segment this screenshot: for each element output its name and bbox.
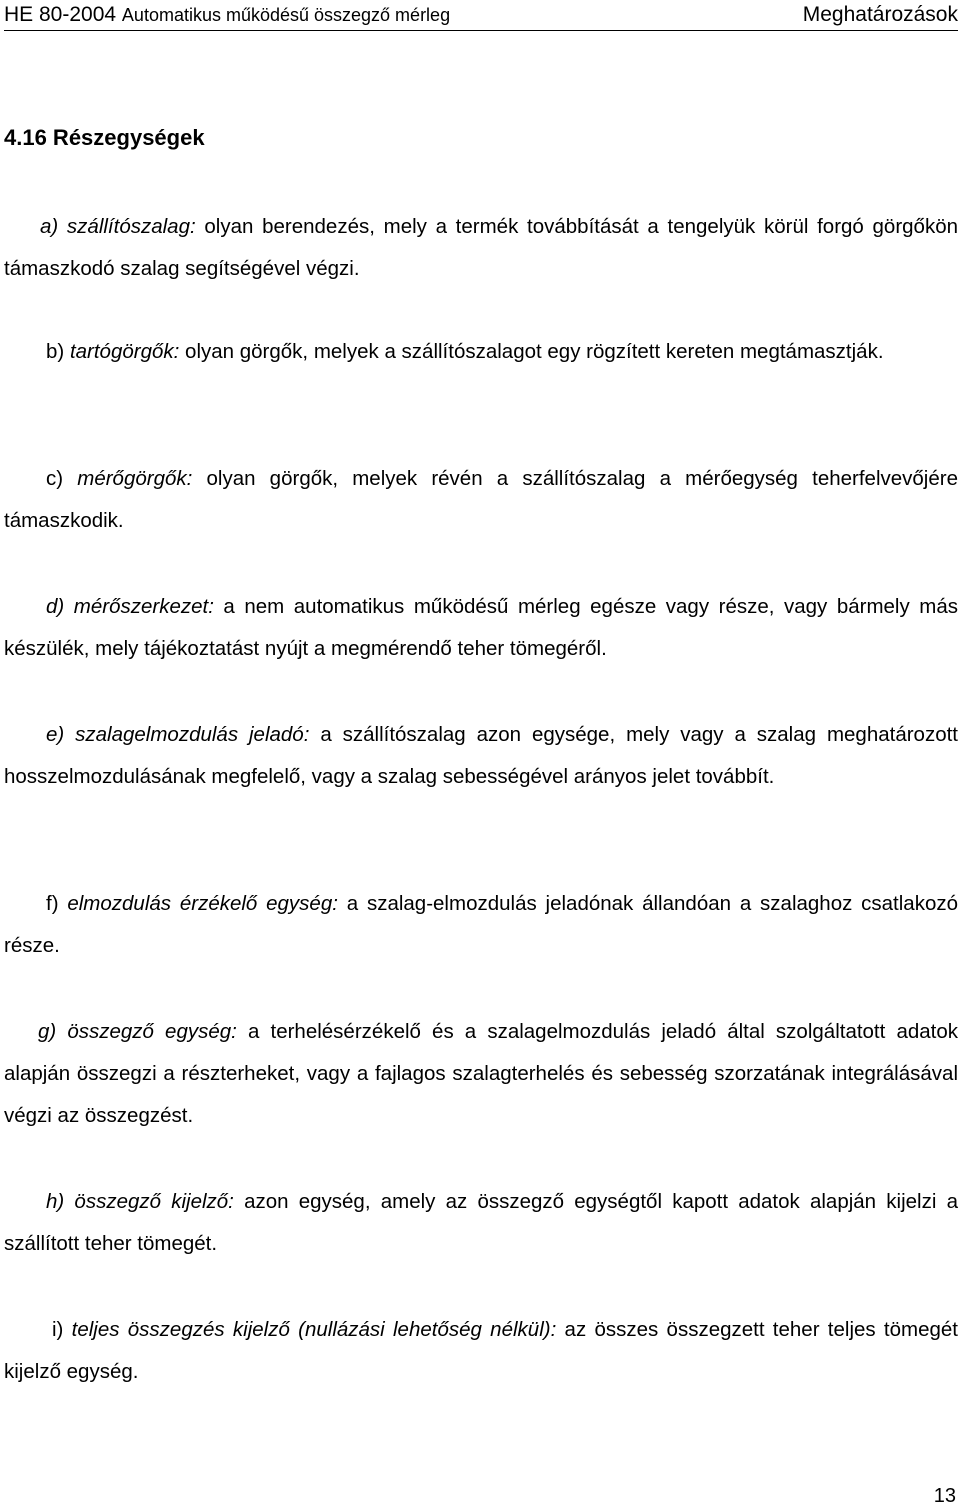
- header-section-name: Meghatározások: [802, 3, 958, 26]
- page-header: [4, 0, 958, 31]
- definition-e: [4, 714, 958, 798]
- definition-text: olyan berendezés, mely a termék továbbítását a tengelyük körül forgó görgőkön támaszkodó szalag segítségével végzi.: [4, 215, 958, 280]
- definition-text: a terhelésérzékelő és a szalagelmozdulás jeladó által szolgáltatott adatok alapján összegzi a részterheket, vagy a fajlagos szalagterhelés és sebesség szorzatának integrálásával végzi az összegzést.: [4, 1020, 958, 1127]
- definition-text: a nem automatikus működésű mérleg egésze vagy része, vagy bármely más készülék, mely tájékoztatást nyújt a megmérendő teher tömegéről.: [4, 595, 958, 660]
- definition-label: i): [52, 1318, 72, 1341]
- definition-term: d) mérőszerkezet:: [46, 595, 214, 618]
- definition-term: h) összegző kijelző:: [46, 1190, 234, 1213]
- definition-text: olyan görgők, melyek a szállítószalagot egy rögzített kereten megtámasztják.: [179, 340, 884, 363]
- definition-term: a) szállítószalag:: [40, 215, 196, 238]
- header-doc-id: HE 80-2004: [4, 3, 117, 26]
- definition-label: b): [46, 340, 70, 363]
- header-document-title: [4, 0, 450, 30]
- definition-text: a szállítószalag azon egysége, mely vagy a szalag meghatározott hosszelmozdulásának megfelelő, vagy a szalag sebességével arányos jelet továbbít.: [4, 723, 958, 788]
- header-doc-subtitle: Automatikus működésű összegző mérleg: [121, 5, 451, 25]
- definition-term: g) összegző egység:: [38, 1020, 237, 1043]
- definition-g: [4, 1011, 958, 1137]
- definition-text: a szalag-elmozdulás jeladónak állandóan a szalaghoz csatlakozó része.: [4, 892, 959, 957]
- definition-d: [4, 586, 958, 670]
- definition-text: olyan görgők, melyek révén a szállítószalag a mérőegység teherfelvevőjére támaszkodik.: [4, 467, 958, 532]
- definition-term: tartógörgők:: [69, 340, 180, 363]
- definition-term: mérőgörgők:: [77, 467, 193, 490]
- definition-text: azon egység, amely az összegző egységtől kapott adatok alapján kijelzi a szállított teher tömegét.: [4, 1190, 958, 1255]
- definition-h: [4, 1181, 958, 1265]
- definition-i: [4, 1309, 958, 1393]
- definition-term: elmozdulás érzékelő egység:: [67, 892, 338, 915]
- definition-label: f): [46, 892, 68, 915]
- definition-label: c): [46, 467, 78, 490]
- definition-term: teljes összegzés kijelző (nullázási lehetőség nélkül):: [71, 1318, 557, 1341]
- definition-term: e) szalagelmozdulás jeladó:: [46, 723, 310, 746]
- definition-a: [4, 206, 958, 290]
- definition-b: [4, 331, 958, 373]
- section-title: 4.16 Részegységek: [4, 125, 205, 150]
- definition-f: [4, 883, 958, 967]
- definition-text: az összes összegzett teher teljes tömegét kijelző egység.: [4, 1318, 959, 1383]
- definition-c: [4, 458, 958, 542]
- page-number: 13: [933, 1485, 956, 1507]
